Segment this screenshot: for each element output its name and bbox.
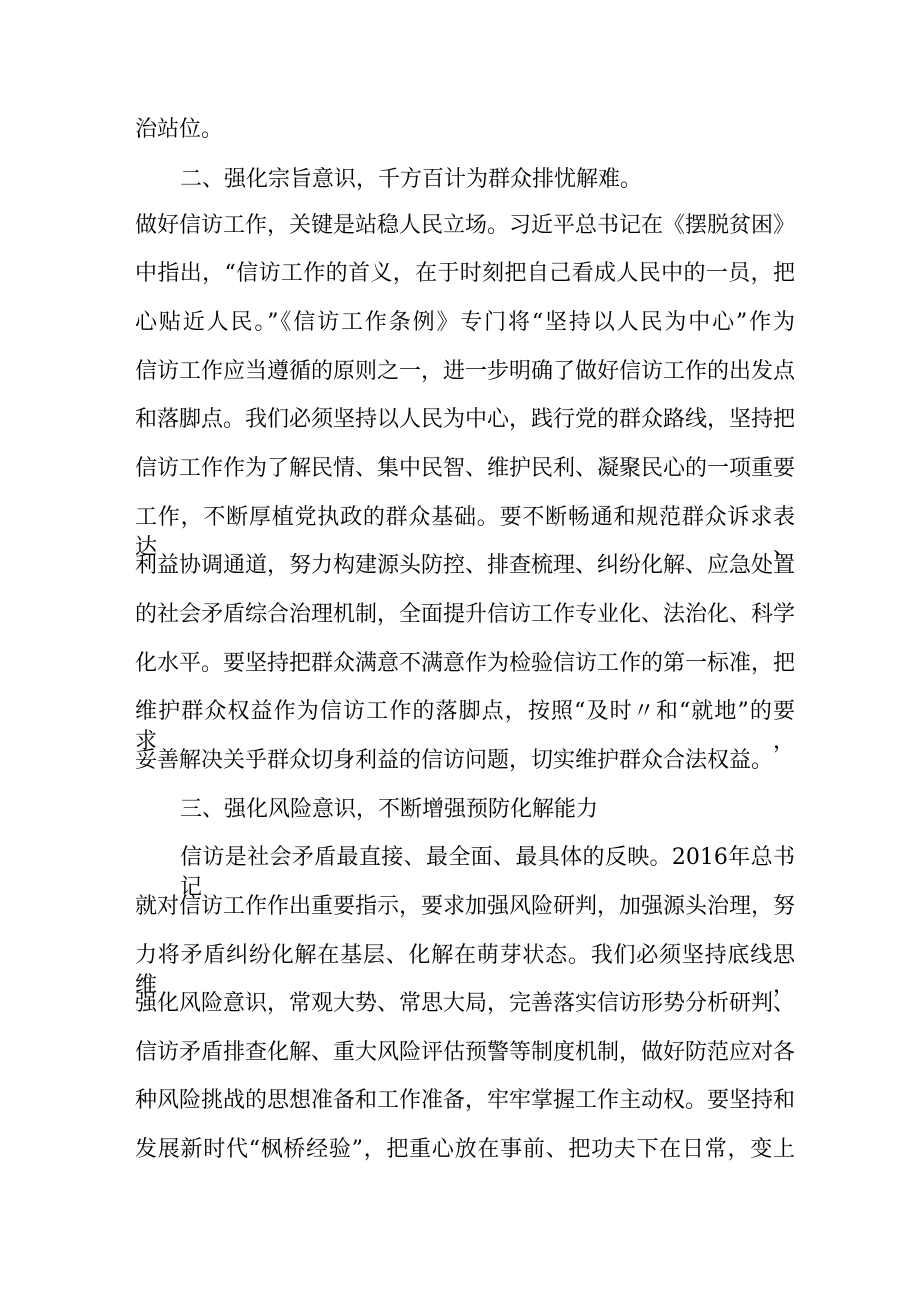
text-line: 力将矛盾纠纷化解在基层、化解在萌芽状态。我们必须坚持底线思维，: [135, 943, 795, 998]
text-line: 利益协调通道，努力构建源头防控、排查梳理、纠纷化解、应急处置: [135, 553, 796, 578]
text-line: 化水平。要坚持把群众满意不满意作为检验信访工作的第一标准，把: [135, 651, 796, 676]
text-line: 做好信访工作，关键是站稳人民立场。习近平总书记在《摆脱贫困》: [135, 213, 796, 238]
text-line: 信访工作应当遵循的原则之一，进一步明确了做好信访工作的出发点: [135, 359, 796, 384]
text-line: 治站位。: [135, 117, 224, 142]
text-line: 维护群众权益作为信访工作的落脚点，按照“及时〃和“就地”的要求，: [135, 699, 795, 754]
text-line: 就对信访工作作出重要指示，要求加强风险研判，加强源头治理，努: [135, 894, 796, 919]
text-line: 和落脚点。我们必须坚持以人民为中心，践行党的群众路线，坚持把: [135, 407, 796, 432]
text-line: 信访矛盾排查化解、重大风险评估预警等制度机制，做好防范应对各: [135, 1040, 796, 1065]
text-line: 信访是社会矛盾最直接、最全面、最具体的反映。2016年总书记: [180, 845, 795, 900]
text-line: 发展新时代“枫桥经验”，把重心放在事前、把功夫下在日常，变上: [135, 1137, 795, 1162]
text-line: 的社会矛盾综合治理机制，全面提升信访工作专业化、法治化、科学: [135, 602, 796, 627]
text-line: 强化风险意识，常观大势、常思大局，完善落实信访形势分析研判、: [135, 991, 796, 1016]
section-heading: 三、强化风险意识，不断增强预防化解能力: [180, 797, 599, 822]
text-line: 中指出，“信访工作的首义，在于时刻把自己看成人民中的一员，把: [135, 261, 795, 286]
text-line: 信访工作作为了解民情、集中民智、维护民利、凝聚民心的一项重要: [135, 456, 796, 481]
text-line: 心贴近人民。”《信访工作条例》专门将“坚持以人民为中心”作为: [135, 310, 795, 335]
text-line: 工作，不断厚植党执政的群众基础。要不断畅通和规范群众诉求表达、: [135, 505, 795, 560]
section-heading: 二、强化宗旨意识，千方百计为群众排忧解难。: [180, 167, 643, 192]
text-line: 种风险挑战的思想准备和工作准备，牢牢掌握工作主动权。要坚持和: [135, 1088, 796, 1113]
text-line: 妥善解决关乎群众切身利益的信访问题，切实维护群众合法权益。: [135, 748, 774, 773]
